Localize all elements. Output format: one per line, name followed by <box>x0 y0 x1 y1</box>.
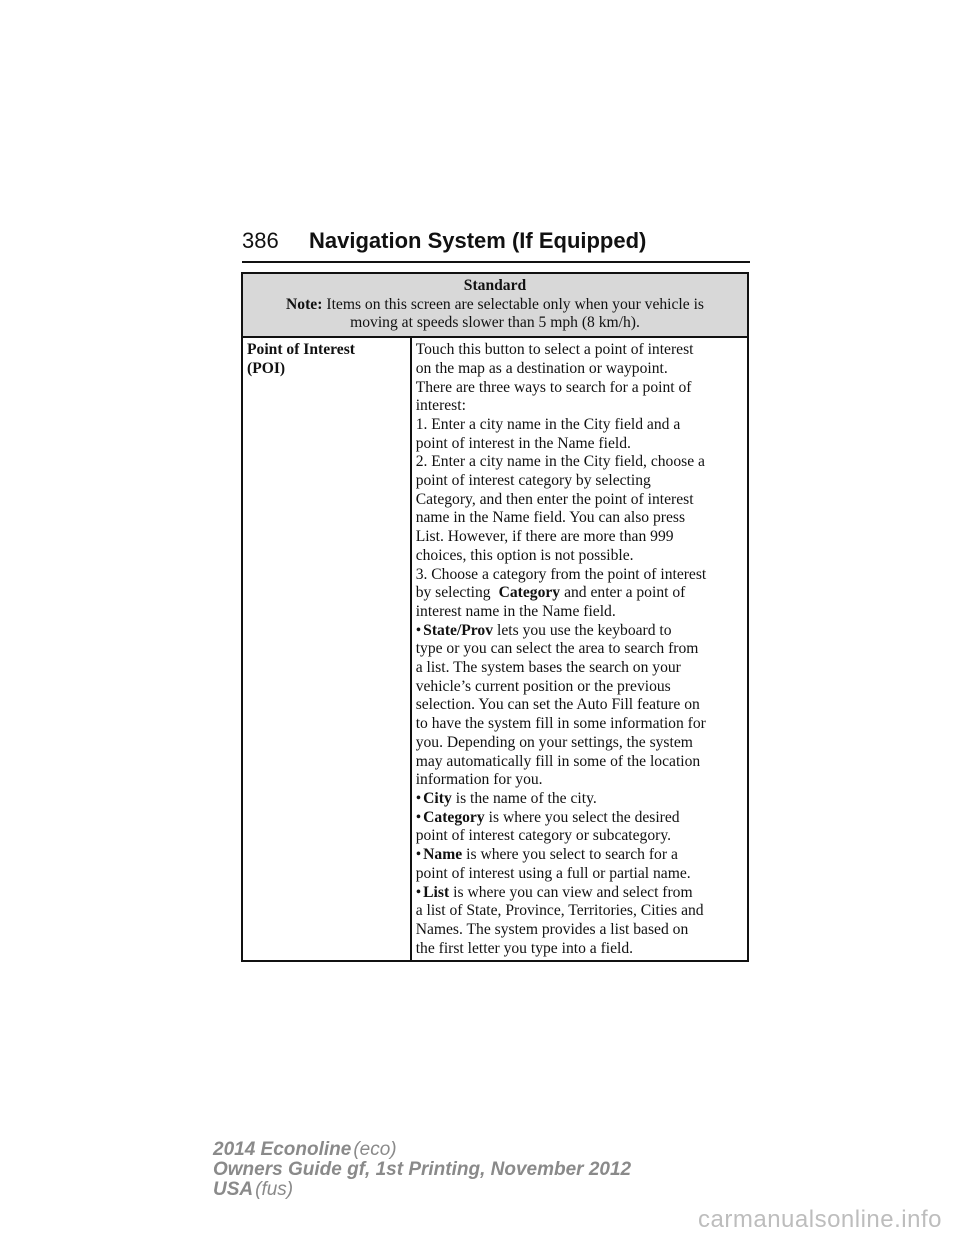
note-label: Note: <box>286 295 323 313</box>
bullet: • <box>415 808 422 826</box>
list-item <box>416 884 744 903</box>
footer-line1 <box>213 1140 631 1160</box>
name-item <box>416 846 744 865</box>
desc-line: may automatically fill in some of the location <box>415 752 701 770</box>
name-text: is where you select to search for a <box>466 846 678 864</box>
bullet: • <box>415 789 422 807</box>
document-footer <box>213 1140 631 1200</box>
desc-line: a list of State, Province, Territories, Cities and <box>415 902 704 920</box>
table-row <box>242 337 748 961</box>
footer-line3 <box>213 1180 631 1200</box>
city-text: is the name of the city. <box>455 789 597 807</box>
desc-line: name in the Name field. You can also press <box>415 509 686 527</box>
desc-line: a list. The system bases the search on your <box>415 659 681 677</box>
city-term: City <box>423 789 452 807</box>
desc-line: interest name in the Name field. <box>415 602 616 620</box>
category-text: is where you select the desired <box>488 808 680 826</box>
footer-line2: Owners Guide gf, 1st Printing, November 2012 <box>213 1159 632 1180</box>
state-prov-item <box>416 622 744 641</box>
name-term: Name <box>423 846 463 864</box>
desc-line-part: by selecting <box>415 584 491 602</box>
desc-line: information for you. <box>415 771 543 789</box>
desc-line: Names. The system provides a list based on <box>415 920 689 938</box>
desc-line-part: and enter a point of <box>564 584 686 602</box>
desc-line: selection. You can set the Auto Fill feature on <box>415 696 700 714</box>
term-line2: (POI) <box>247 359 286 377</box>
note-text-line2: moving at speeds slower than 5 mph (8 km/h). <box>350 314 640 332</box>
note-text-line1: Items on this screen are selectable only when your vehicle is <box>326 295 704 313</box>
header-divider <box>242 261 750 263</box>
desc-line: point of interest category or subcategory. <box>415 827 672 845</box>
footer-model: 2014 Econoline <box>213 1139 352 1160</box>
desc-line: you. Depending on your settings, the system <box>415 733 693 751</box>
desc-line: 3. Choose a category from the point of interest <box>415 565 707 583</box>
list-term: List <box>423 883 450 901</box>
category-term: Category <box>423 808 485 826</box>
desc-line: vehicle’s current position or the previous <box>415 677 671 695</box>
desc-line: Touch this button to select a point of interest <box>415 341 694 359</box>
category-keyword: Category <box>498 584 561 602</box>
footer-market-code: (fus) <box>255 1179 294 1200</box>
desc-line: 2. Enter a city name in the City field, choose a <box>415 453 705 471</box>
desc-line: choices, this option is not possible. <box>415 546 634 564</box>
table-note <box>249 296 741 315</box>
page-number: 386 <box>242 228 279 253</box>
desc-line <box>416 584 744 603</box>
desc-line: There are three ways to search for a point of <box>415 378 692 396</box>
state-prov-text: lets you use the keyboard to <box>497 621 672 639</box>
city-item <box>416 790 744 809</box>
watermark: carmanualsonline.info <box>698 1206 942 1233</box>
desc-line: List. However, if there are more than 999 <box>415 528 674 546</box>
table-title-row <box>242 273 748 337</box>
state-prov-term: State/Prov <box>423 621 494 639</box>
table-title-cell <box>242 273 748 337</box>
category-item <box>416 809 744 828</box>
term-cell <box>242 337 411 961</box>
footer-model-code: (eco) <box>353 1139 397 1160</box>
footer-market: USA <box>213 1179 254 1200</box>
desc-line: point of interest in the Name field. <box>415 434 631 452</box>
bullet: • <box>415 883 422 901</box>
chapter-title: Navigation System (If Equipped) <box>309 228 647 253</box>
description-cell <box>411 337 748 961</box>
desc-line: on the map as a destination or waypoint. <box>415 359 668 377</box>
desc-line: point of interest category by selecting <box>415 472 651 490</box>
bullet: • <box>415 846 422 864</box>
desc-line: 1. Enter a city name in the City field and a <box>415 415 681 433</box>
table-title: Standard <box>463 277 527 294</box>
desc-line: point of interest using a full or partial name. <box>415 864 691 882</box>
list-text: is where you can view and select from <box>453 883 693 901</box>
desc-line: the first letter you type into a field. <box>415 939 634 957</box>
bullet: • <box>415 621 422 639</box>
desc-line: type or you can select the area to search from <box>415 640 699 658</box>
desc-line: interest: <box>415 397 466 415</box>
term-line1: Point of Interest <box>247 341 355 359</box>
page-header <box>242 228 750 262</box>
desc-line: to have the system fill in some information for <box>415 715 706 733</box>
navigation-features-table <box>241 272 749 962</box>
desc-line: Category, and then enter the point of interest <box>415 490 694 508</box>
